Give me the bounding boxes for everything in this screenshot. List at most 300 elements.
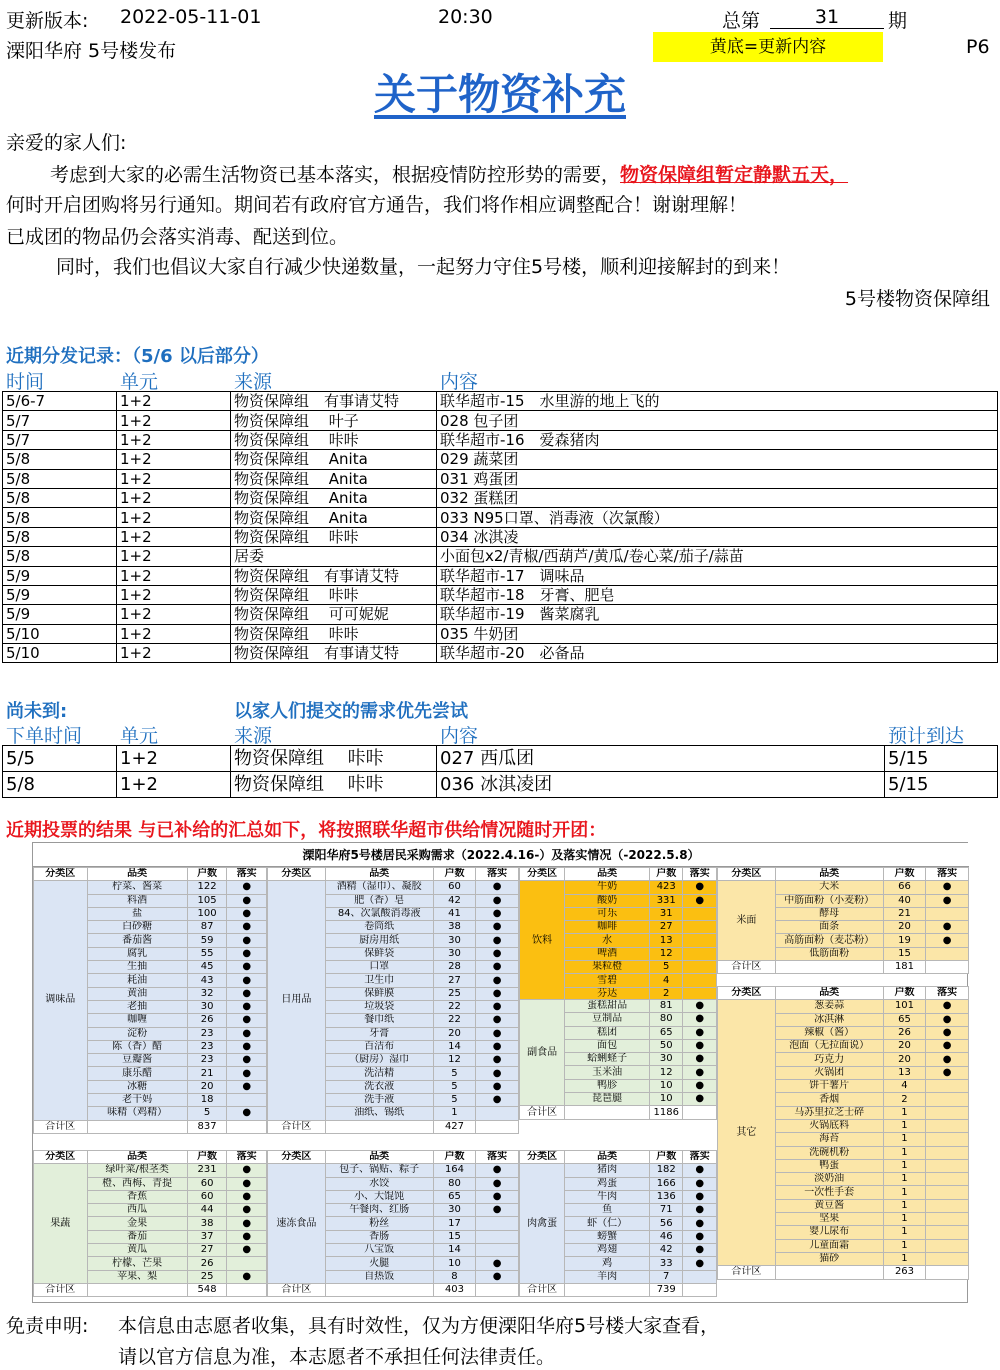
survey-item-count: 65 — [433, 1190, 476, 1203]
recent-cell: 物资保障组 可可妮妮 — [231, 605, 437, 624]
survey-done-mark — [926, 1239, 969, 1252]
survey-done-mark — [227, 1094, 267, 1107]
survey-done-mark: ● — [476, 1164, 519, 1177]
survey-done-mark: ● — [476, 881, 519, 894]
survey-done-mark: ● — [227, 1230, 267, 1243]
survey-header-cell: 落实 — [683, 1151, 717, 1164]
survey-item-name: 牛奶 — [565, 881, 650, 894]
survey-header-cell: 分类区 — [718, 868, 776, 881]
survey-header-cell: 分类区 — [268, 1151, 326, 1164]
survey-item-name: 螃蟹 — [565, 1230, 650, 1243]
survey-done-mark: ● — [227, 1040, 267, 1053]
survey-done-mark: ● — [476, 1094, 519, 1107]
survey-item-name: 猪肉 — [565, 1164, 650, 1177]
survey-item-name: 水 — [565, 934, 650, 947]
recent-cell: 1+2 — [117, 469, 231, 488]
version-value: 2022-05-11-01 — [120, 6, 262, 28]
survey-header-row — [268, 868, 519, 881]
survey-item-name: 火腿 — [325, 1257, 433, 1270]
survey-done-mark: ● — [926, 881, 969, 894]
survey-total-spacer — [476, 1120, 519, 1133]
survey-done-mark: ● — [227, 947, 267, 960]
survey-total-label: 合计区 — [34, 1283, 88, 1296]
survey-total-spacer — [227, 1120, 267, 1133]
survey-done-mark: ● — [926, 1026, 969, 1039]
survey-done-mark: ● — [926, 1053, 969, 1066]
survey-item-count: 55 — [187, 947, 227, 960]
survey-done-mark: ● — [683, 1066, 717, 1079]
survey-item-name: 冰淇淋 — [775, 1013, 883, 1026]
survey-total-spacer — [325, 1283, 433, 1296]
survey-item-count: 231 — [187, 1164, 227, 1177]
survey-done-mark: ● — [476, 907, 519, 920]
survey-category: 饮料 — [520, 881, 565, 1001]
survey-item-name: 啤酒 — [565, 947, 650, 960]
survey-done-mark: ● — [227, 1190, 267, 1203]
survey-item-name: 低筋面粉 — [775, 947, 883, 960]
recent-cell: 1+2 — [117, 585, 231, 604]
survey-item-name: 辣椒（酱） — [775, 1026, 883, 1039]
survey-title: 溧阳华府5号楼居民采购需求（2022.4.16-）及落实情况（-2022.5.8） — [33, 843, 969, 867]
recent-cell: 1+2 — [117, 430, 231, 449]
recent-row — [3, 392, 998, 411]
pending-table — [2, 745, 998, 798]
recent-cell: 5/8 — [3, 508, 117, 527]
recent-row — [3, 624, 998, 643]
survey-item-name: 香烟 — [775, 1093, 883, 1106]
survey-item-name: 午餐肉、红肠 — [325, 1204, 433, 1217]
recent-cell: 物资保障组 叶子 — [231, 411, 437, 430]
survey-done-mark: ● — [683, 1190, 717, 1203]
survey-total-spacer — [227, 1283, 267, 1296]
survey-item-count: 41 — [433, 907, 476, 920]
pending-col-unit: 单元 — [120, 725, 159, 747]
survey-header-cell: 户数 — [433, 1151, 476, 1164]
survey-item-count: 26 — [883, 1026, 926, 1039]
survey-done-mark: ● — [683, 1093, 717, 1106]
survey-header-cell: 户数 — [187, 868, 227, 881]
recent-cell: 5/8 — [3, 547, 117, 566]
survey-item-name: 蛤蜊蛏子 — [565, 1053, 650, 1066]
pending-cell: 5/5 — [3, 746, 117, 772]
survey-done-mark: ● — [476, 894, 519, 907]
survey-item-count: 13 — [883, 1066, 926, 1079]
survey-header-cell: 分类区 — [34, 1151, 88, 1164]
survey-item-count: 4 — [883, 1080, 926, 1093]
survey-block-1 — [267, 867, 519, 1134]
survey-item-name: 柠檬、芒果 — [87, 1257, 187, 1270]
survey-category: 副食品 — [520, 1000, 565, 1106]
survey-item-count: 12 — [433, 1054, 476, 1067]
survey-header-cell: 落实 — [683, 868, 717, 881]
survey-done-mark — [683, 934, 717, 947]
survey-item-count: 1 — [883, 1239, 926, 1252]
recent-cell: 1+2 — [117, 547, 231, 566]
survey-done-mark: ● — [227, 961, 267, 974]
survey-header-cell: 品类 — [325, 1151, 433, 1164]
survey-done-mark — [476, 1230, 519, 1243]
recent-cell: 物资保障组 咔咔 — [231, 624, 437, 643]
survey-done-mark: ● — [227, 1080, 267, 1093]
recent-cell: 5/7 — [3, 430, 117, 449]
survey-item-name: 陈（香）醋 — [87, 1040, 187, 1053]
survey-header-cell: 户数 — [433, 868, 476, 881]
survey-done-mark: ● — [227, 1000, 267, 1013]
survey-item-name: 84、次氯酸消毒液 — [325, 907, 433, 920]
survey-item-count: 5 — [433, 1094, 476, 1107]
survey-done-mark: ● — [227, 1067, 267, 1080]
survey-done-mark: ● — [683, 1039, 717, 1052]
publisher: 溧阳华府 5号楼发布 — [6, 40, 177, 62]
survey-total-value: 837 — [187, 1120, 227, 1133]
survey-item-count: 22 — [433, 1014, 476, 1027]
survey-item-count: 42 — [433, 894, 476, 907]
survey-header-cell: 品类 — [565, 868, 650, 881]
survey-total-row — [34, 1120, 267, 1133]
pending-cell: 1+2 — [117, 772, 231, 798]
survey-total-label: 合计区 — [520, 1106, 565, 1119]
notice-paragraph-2: 何时开启团购将另行通知。期间若有政府官方通告，我们将作相应调整配合！谢谢理解！ — [6, 194, 748, 216]
survey-item-count: 38 — [433, 921, 476, 934]
survey-done-mark: ● — [476, 987, 519, 1000]
survey-item-name: 坚果 — [775, 1213, 883, 1226]
survey-header-cell: 户数 — [650, 1151, 683, 1164]
version-label: 更新版本: — [6, 10, 89, 32]
survey-header-row — [34, 1151, 267, 1164]
survey-done-mark: ● — [227, 1107, 267, 1120]
survey-item-name: 酒精（湿巾）、凝胶 — [325, 881, 433, 894]
survey-item-name: 包子、锅贴、粽子 — [325, 1164, 433, 1177]
survey-item-name: 洗洁精 — [325, 1067, 433, 1080]
pending-cell: 5/15 — [885, 772, 998, 798]
survey-item-count: 27 — [650, 921, 683, 934]
survey-item-count: 32 — [187, 987, 227, 1000]
recent-cell: 5/9 — [3, 605, 117, 624]
survey-done-mark: ● — [476, 1067, 519, 1080]
survey-done-mark: ● — [227, 1204, 267, 1217]
survey-total-label: 合计区 — [268, 1283, 326, 1296]
recent-cell: 5/10 — [3, 624, 117, 643]
survey-item-count: 20 — [883, 1053, 926, 1066]
survey-item-name: 淡奶油 — [775, 1173, 883, 1186]
survey-item-name: 面条 — [775, 921, 883, 934]
survey-row — [520, 881, 717, 894]
survey-total-spacer — [683, 1106, 717, 1119]
survey-total-spacer — [565, 1283, 650, 1296]
survey-item-name: 卷筒纸 — [325, 921, 433, 934]
survey-header-row — [520, 868, 717, 881]
survey-row — [34, 1164, 267, 1177]
recent-cell: 1+2 — [117, 392, 231, 411]
survey-item-count: 2 — [883, 1093, 926, 1106]
survey-item-name: 保鲜袋 — [325, 947, 433, 960]
issue-number: 31 — [770, 6, 884, 29]
survey-done-mark — [227, 1257, 267, 1270]
notice-paragraph-1 — [50, 160, 848, 187]
survey-item-name: 苹果、梨 — [87, 1270, 187, 1283]
survey-item-count: 43 — [187, 974, 227, 987]
recent-cell: 小面包x2/青椒/西葫芦/黄瓜/卷心菜/茄子/蒜苗 — [437, 547, 998, 566]
survey-item-count: 5 — [650, 961, 683, 974]
survey-item-count: 21 — [187, 1067, 227, 1080]
survey-table — [32, 842, 968, 1303]
survey-done-mark — [476, 1244, 519, 1257]
recent-cell: 物资保障组 咔咔 — [231, 430, 437, 449]
survey-header-row — [34, 868, 267, 881]
recent-cell: 5/6-7 — [3, 392, 117, 411]
survey-item-name: 猫砂 — [775, 1252, 883, 1265]
survey-item-count: 56 — [650, 1217, 683, 1230]
survey-header-row — [718, 987, 969, 1000]
survey-item-name: 面包 — [565, 1039, 650, 1052]
survey-item-count: 166 — [650, 1177, 683, 1190]
survey-done-mark: ● — [683, 1244, 717, 1257]
recent-cell: 5/8 — [3, 488, 117, 507]
survey-item-count: 65 — [883, 1013, 926, 1026]
pending-cell: 036 冰淇凌团 — [437, 772, 885, 798]
survey-item-count: 10 — [650, 1079, 683, 1092]
survey-total-value: 403 — [433, 1283, 476, 1296]
survey-item-name: 泡面（无拉面说） — [775, 1040, 883, 1053]
survey-block-6 — [33, 1150, 267, 1297]
survey-item-name: 香肠 — [325, 1230, 433, 1243]
survey-total-spacer — [683, 1283, 717, 1296]
survey-item-count: 105 — [187, 894, 227, 907]
survey-done-mark: ● — [926, 934, 969, 947]
survey-total-spacer — [87, 1120, 187, 1133]
survey-item-count: 14 — [433, 1040, 476, 1053]
survey-done-mark: ● — [683, 1204, 717, 1217]
survey-item-count: 25 — [433, 987, 476, 1000]
survey-item-name: 糕团 — [565, 1026, 650, 1039]
survey-done-mark: ● — [227, 894, 267, 907]
survey-header-cell: 落实 — [926, 987, 969, 1000]
survey-done-mark: ● — [683, 1013, 717, 1026]
survey-item-count: 46 — [650, 1230, 683, 1243]
survey-item-count: 1 — [883, 1146, 926, 1159]
survey-done-mark: ● — [476, 1204, 519, 1217]
survey-header-cell: 落实 — [476, 868, 519, 881]
survey-item-name: 婴儿尿布 — [775, 1226, 883, 1239]
survey-total-row — [718, 1266, 969, 1279]
survey-item-count: 1 — [883, 1213, 926, 1226]
survey-item-name: 鸡翅 — [565, 1244, 650, 1257]
survey-item-name: 淀粉 — [87, 1027, 187, 1040]
survey-category: 其它 — [718, 1000, 776, 1266]
notice-paragraph-4: 同时，我们也倡议大家自行减少快递数量，一起努力守住5号楼，顺利迎接解封的到来！ — [56, 256, 791, 278]
recent-cell: 1+2 — [117, 644, 231, 663]
survey-done-mark: ● — [227, 921, 267, 934]
survey-header-cell: 户数 — [883, 868, 926, 881]
survey-item-name: 康乐醋 — [87, 1067, 187, 1080]
update-time: 20:30 — [438, 6, 493, 28]
survey-done-mark: ● — [476, 961, 519, 974]
survey-item-count: 1 — [883, 1252, 926, 1265]
survey-done-mark: ● — [227, 1217, 267, 1230]
survey-item-count: 20 — [187, 1080, 227, 1093]
recent-cell: 1+2 — [117, 450, 231, 469]
survey-total-label: 合计区 — [718, 961, 776, 974]
recent-cell: 物资保障组 Anita — [231, 508, 437, 527]
recent-cell: 5/8 — [3, 469, 117, 488]
survey-done-mark: ● — [227, 1054, 267, 1067]
survey-item-name: 厨房用纸 — [325, 934, 433, 947]
survey-header-cell: 户数 — [187, 1151, 227, 1164]
survey-item-count: 33 — [650, 1257, 683, 1270]
recent-cell: 5/8 — [3, 527, 117, 546]
disclaimer-line-2: 请以官方信息为准，本志愿者不承担任何法律责任。 — [118, 1346, 556, 1368]
survey-done-mark: ● — [683, 1177, 717, 1190]
survey-item-name: 一次性手套 — [775, 1186, 883, 1199]
recent-cell: 033 N95口罩、消毒液（次氯酸） — [437, 508, 998, 527]
survey-done-mark: ● — [476, 1000, 519, 1013]
survey-item-name: 豆瓣酱 — [87, 1054, 187, 1067]
survey-item-count: 18 — [187, 1094, 227, 1107]
recent-cell: 1+2 — [117, 411, 231, 430]
survey-item-name: 味精（鸡精） — [87, 1107, 187, 1120]
recent-row — [3, 508, 998, 527]
survey-item-name: 蛋糕甜品 — [565, 1000, 650, 1013]
survey-done-mark: ● — [227, 1244, 267, 1257]
survey-item-name: 果粒橙 — [565, 961, 650, 974]
survey-item-name: 香蕉 — [87, 1190, 187, 1203]
pending-row — [3, 746, 998, 772]
survey-item-name: 小、大馄饨 — [325, 1190, 433, 1203]
survey-item-count: 19 — [883, 934, 926, 947]
pending-col-time: 下单时间 — [6, 725, 83, 747]
survey-done-mark: ● — [476, 1257, 519, 1270]
survey-item-count: 26 — [187, 1257, 227, 1270]
survey-block-4 — [717, 867, 969, 974]
survey-item-count: 331 — [650, 894, 683, 907]
survey-header-cell: 品类 — [87, 868, 187, 881]
survey-done-mark — [926, 1226, 969, 1239]
survey-done-mark — [926, 1186, 969, 1199]
recent-cell: 031 鸡蛋团 — [437, 469, 998, 488]
survey-done-mark — [476, 1107, 519, 1120]
survey-done-mark — [683, 947, 717, 960]
recent-cell: 物资保障组 Anita — [231, 469, 437, 488]
survey-category: 速冻食品 — [268, 1164, 326, 1284]
survey-block-5 — [717, 986, 969, 1280]
survey-item-count: 30 — [433, 947, 476, 960]
survey-item-name: 牛肉 — [565, 1190, 650, 1203]
survey-item-name: 油纸、锡纸 — [325, 1107, 433, 1120]
survey-item-name: 酵母 — [775, 907, 883, 920]
survey-item-count: 1 — [883, 1133, 926, 1146]
survey-item-count: 100 — [187, 907, 227, 920]
survey-done-mark — [926, 1159, 969, 1172]
survey-header-cell: 户数 — [883, 987, 926, 1000]
survey-item-name: 料酒 — [87, 894, 187, 907]
survey-header-row — [268, 1151, 519, 1164]
survey-item-name: 羊肉 — [565, 1270, 650, 1283]
recent-cell: 5/7 — [3, 411, 117, 430]
survey-item-name: 咖啡 — [565, 921, 650, 934]
survey-item-count: 1 — [883, 1226, 926, 1239]
survey-item-name: 芬达 — [565, 987, 650, 1000]
survey-item-count: 5 — [187, 1107, 227, 1120]
survey-item-count: 1 — [883, 1186, 926, 1199]
survey-done-mark — [926, 1173, 969, 1186]
survey-item-name: 老抽 — [87, 1000, 187, 1013]
recent-row — [3, 527, 998, 546]
survey-item-name: 洗碗机粉 — [775, 1146, 883, 1159]
survey-item-name: （厨房）湿巾 — [325, 1054, 433, 1067]
pending-note: 以家人们提交的需求优先尝试 — [234, 701, 468, 722]
page-number: P6 — [966, 36, 990, 58]
survey-total-spacer — [775, 1266, 883, 1279]
recent-cell: 物资保障组 Anita — [231, 488, 437, 507]
survey-item-name: 八宝饭 — [325, 1244, 433, 1257]
survey-header-cell: 品类 — [775, 868, 883, 881]
recent-cell: 029 蔬菜团 — [437, 450, 998, 469]
survey-total-value: 548 — [187, 1283, 227, 1296]
survey-done-mark: ● — [476, 974, 519, 987]
pending-cell: 5/8 — [3, 772, 117, 798]
survey-total-label: 合计区 — [34, 1120, 88, 1133]
survey-done-mark: ● — [227, 907, 267, 920]
survey-item-count: 80 — [650, 1013, 683, 1026]
survey-done-mark: ● — [227, 934, 267, 947]
survey-row — [34, 881, 267, 894]
disclaimer-label: 免责申明: — [6, 1315, 89, 1337]
survey-header-cell: 落实 — [926, 868, 969, 881]
recent-cell: 1+2 — [117, 605, 231, 624]
survey-done-mark: ● — [227, 1014, 267, 1027]
survey-item-count: 20 — [883, 921, 926, 934]
survey-item-count: 2 — [650, 987, 683, 1000]
survey-item-name: 高筋面粉（麦芯粉） — [775, 934, 883, 947]
survey-item-count: 101 — [883, 1000, 926, 1013]
survey-item-count: 20 — [433, 1027, 476, 1040]
survey-category: 米面 — [718, 881, 776, 961]
survey-done-mark: ● — [227, 987, 267, 1000]
recent-cell: 联华超市-18 牙膏、肥皂 — [437, 585, 998, 604]
survey-done-mark: ● — [476, 1190, 519, 1203]
survey-done-mark: ● — [926, 1013, 969, 1026]
survey-item-name: 水饺 — [325, 1177, 433, 1190]
survey-total-label: 合计区 — [718, 1266, 776, 1279]
survey-block-7 — [267, 1150, 519, 1297]
survey-item-name: 百洁布 — [325, 1040, 433, 1053]
survey-done-mark: ● — [683, 881, 717, 894]
survey-done-mark: ● — [227, 1164, 267, 1177]
survey-done-mark — [926, 1146, 969, 1159]
silence-notice: 物资保障组暂定静默五天， — [620, 164, 849, 186]
survey-done-mark — [476, 1217, 519, 1230]
survey-item-count: 4 — [650, 974, 683, 987]
survey-total-value: 181 — [883, 961, 926, 974]
survey-item-name: 生抽 — [87, 961, 187, 974]
recent-heading: 近期分发记录：（5/6 以后部分） — [6, 346, 269, 367]
survey-item-name: 盐 — [87, 907, 187, 920]
recent-table — [2, 391, 998, 663]
survey-done-mark — [926, 1199, 969, 1212]
survey-total-row — [718, 961, 969, 974]
survey-item-name: 保鲜膜 — [325, 987, 433, 1000]
recent-row — [3, 585, 998, 604]
survey-item-count: 1 — [883, 1159, 926, 1172]
survey-item-name: 柠菜、酱菜 — [87, 881, 187, 894]
survey-header-cell: 品类 — [87, 1151, 187, 1164]
survey-item-count: 20 — [883, 1040, 926, 1053]
survey-done-mark: ● — [227, 974, 267, 987]
survey-item-name: 洗衣液 — [325, 1080, 433, 1093]
survey-item-count: 30 — [650, 1053, 683, 1066]
survey-done-mark — [926, 1252, 969, 1265]
survey-done-mark: ● — [476, 934, 519, 947]
